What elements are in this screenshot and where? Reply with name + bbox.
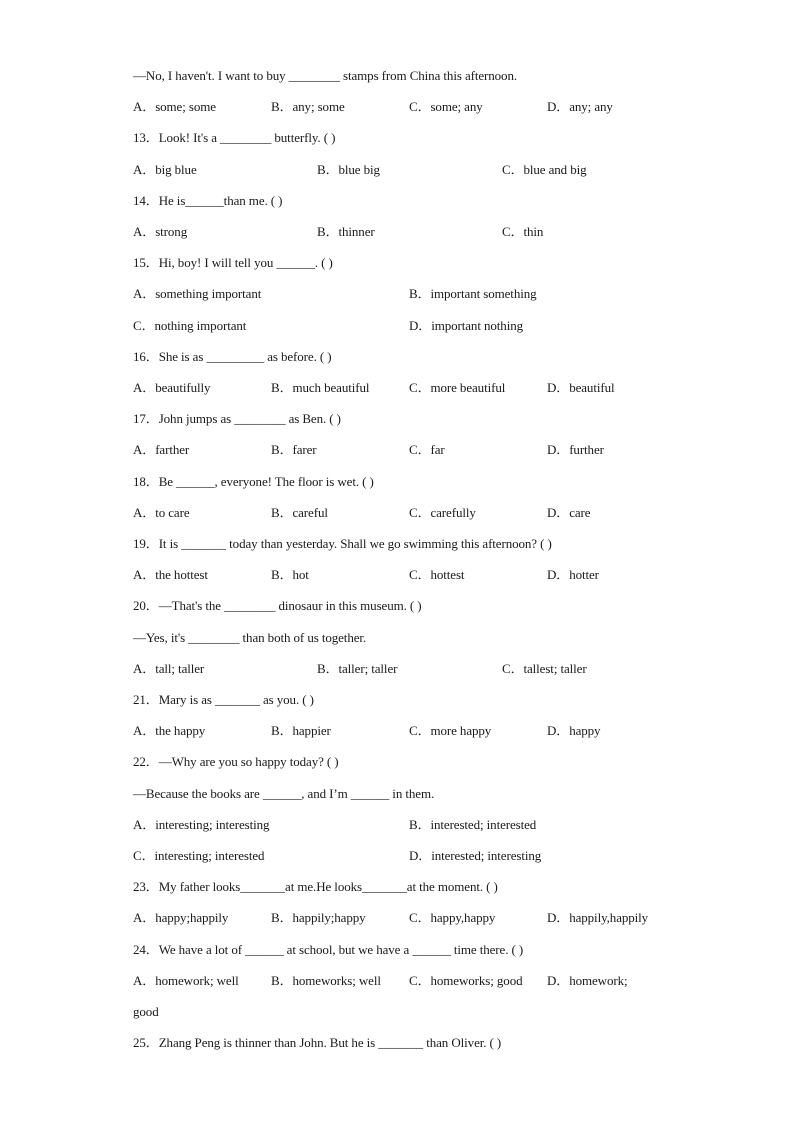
- answer-option: D．happy: [547, 723, 601, 739]
- answer-option: C．thin: [502, 224, 544, 239]
- question-line: —No, I haven't. I want to buy ________ stamps from China this afternoon.: [133, 68, 518, 83]
- answer-option: C．far: [409, 442, 445, 458]
- answer-option: A．the happy: [133, 723, 206, 739]
- answer-option: C．interesting; interested: [133, 848, 265, 863]
- question-line: 16．She is as _________ as before. ( ): [133, 348, 332, 364]
- question-line: 18．Be ______, everyone! The floor is wet. ( ): [133, 473, 374, 489]
- answer-option: A．to care: [133, 504, 190, 520]
- answer-option: B．happily;happy: [271, 910, 366, 926]
- answer-option: C．hottest: [409, 567, 465, 583]
- answer-option: C．homeworks; good: [409, 972, 523, 988]
- answer-option: C．blue and big: [502, 161, 587, 177]
- answer-option: D．beautiful: [547, 380, 615, 395]
- answer-option: A．tall; taller: [133, 660, 205, 676]
- answer-option: D．interested; interesting: [409, 848, 542, 863]
- answer-option: C．nothing important: [133, 317, 247, 333]
- answer-option: C．carefully: [409, 504, 476, 520]
- answer-option: D．homework;: [547, 972, 628, 988]
- answer-option: D．any; any: [547, 99, 613, 115]
- answer-option: A．beautifully: [133, 380, 211, 395]
- question-line: 14．He is______than me. ( ): [133, 192, 283, 208]
- answer-option: B．blue big: [317, 161, 380, 177]
- question-line: 13．Look! It's a ________ butterfly. ( ): [133, 130, 336, 146]
- answer-option: C．happy,happy: [409, 910, 496, 926]
- answer-option: D．care: [547, 504, 591, 520]
- answer-option: D．hotter: [547, 567, 599, 583]
- question-line: —Yes, it's ________ than both of us together.: [133, 629, 367, 645]
- answer-option: C．more happy: [409, 723, 492, 739]
- question-line: 23．My father looks_______at me.He looks_______at the moment. ( ): [133, 879, 498, 895]
- answer-option: A．homework; well: [133, 972, 239, 988]
- answer-option: A．some; some: [133, 99, 216, 115]
- answer-option: A．farther: [133, 442, 190, 458]
- answer-option: D．further: [547, 442, 604, 458]
- question-line: 25．Zhang Peng is thinner than John. But he is _______ than Oliver. ( ): [133, 1035, 502, 1051]
- answer-option: B．any; some: [271, 99, 345, 115]
- question-line: 19．It is _______ today than yesterday. Shall we go swimming this afternoon? ( ): [133, 536, 552, 551]
- answer-option: A．the hottest: [133, 567, 208, 583]
- answer-option: A．happy;happily: [133, 910, 229, 926]
- answer-option: D．important nothing: [409, 317, 524, 333]
- question-line: —Because the books are ______, and I’m ______ in them.: [133, 785, 435, 801]
- answer-option: C．more beautiful: [409, 380, 506, 395]
- answer-option: B．happier: [271, 723, 331, 739]
- answer-option: B．thinner: [317, 224, 375, 239]
- answer-option: B．important something: [409, 286, 537, 302]
- question-line: 22．—Why are you so happy today? ( ): [133, 754, 339, 770]
- question-line: good: [133, 1004, 159, 1019]
- answer-option: D．happily,happily: [547, 910, 649, 926]
- answer-option: A．something important: [133, 286, 262, 302]
- answer-option: B．homeworks; well: [271, 972, 381, 988]
- answer-option: B．much beautiful: [271, 380, 370, 395]
- answer-option: B．taller; taller: [317, 660, 398, 676]
- answer-option: B．careful: [271, 504, 328, 520]
- answer-option: C．some; any: [409, 99, 483, 115]
- question-line: 21．Mary is as _______ as you. ( ): [133, 692, 314, 707]
- answer-option: B．farer: [271, 442, 317, 458]
- question-line: 24．We have a lot of ______ at school, but we have a ______ time there. ( ): [133, 941, 524, 957]
- answer-option: C．tallest; taller: [502, 660, 587, 676]
- answer-option: B．hot: [271, 567, 309, 583]
- question-line: 17．John jumps as ________ as Ben. ( ): [133, 411, 341, 427]
- question-line: 20．—That's the ________ dinosaur in this museum. ( ): [133, 598, 422, 614]
- answer-option: A．big blue: [133, 161, 197, 177]
- answer-option: A．strong: [133, 224, 188, 239]
- answer-option: B．interested; interested: [409, 816, 537, 832]
- question-line: 15．Hi, boy! I will tell you ______. ( ): [133, 255, 333, 271]
- answer-option: A．interesting; interesting: [133, 816, 270, 832]
